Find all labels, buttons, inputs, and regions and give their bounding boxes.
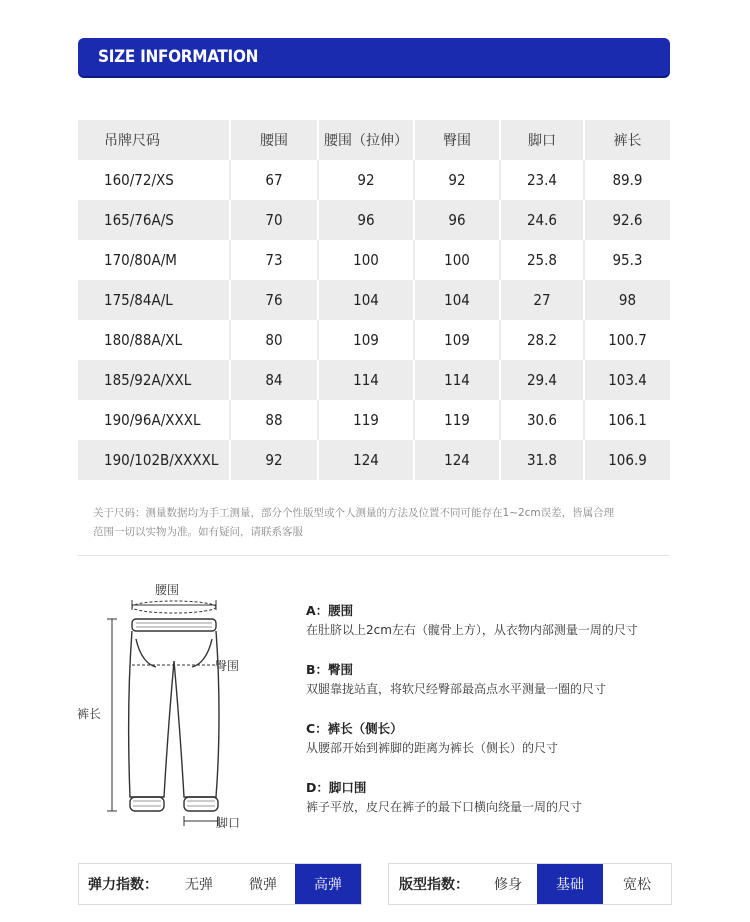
- cell-waist: 88: [230, 400, 318, 440]
- note-line-2: 范围一切以实物为准。如有疑问，请联系客服: [93, 526, 303, 538]
- header-cuff: 脚口: [500, 120, 584, 160]
- section-divider: [78, 555, 670, 556]
- cell-size: 180/88A/XL: [78, 320, 230, 360]
- cell-waist-stretched: 114: [318, 360, 414, 400]
- cell-cuff: 27: [500, 280, 584, 320]
- cell-size: 190/102B/XXXXL: [78, 440, 230, 480]
- header-waist: 腰围: [230, 120, 318, 160]
- legend-desc: 裤子平放，皮尺在裤子的最下口横向绕量一周的尺寸: [306, 800, 583, 814]
- cell-waist-stretched: 124: [318, 440, 414, 480]
- elasticity-option-none: 无弹: [185, 877, 213, 893]
- size-table: [78, 120, 670, 480]
- cell-waist-stretched: 92: [318, 160, 414, 200]
- table-row: [78, 240, 670, 280]
- cell-cuff: 29.4: [500, 360, 584, 400]
- header-tag-size: 吊牌尺码: [78, 120, 230, 160]
- banner-title: SIZE INFORMATION: [98, 47, 259, 67]
- legend-item-length: [306, 719, 686, 757]
- cell-waist-stretched: 96: [318, 200, 414, 240]
- cell-length: 100.7: [584, 320, 670, 360]
- header-waist-stretched: 腰围（拉伸）: [318, 120, 414, 160]
- cell-size: 165/76A/S: [78, 200, 230, 240]
- cell-length: 103.4: [584, 360, 670, 400]
- cell-length: 89.9: [584, 160, 670, 200]
- cell-waist: 67: [230, 160, 318, 200]
- cell-size: 190/96A/XXXL: [78, 400, 230, 440]
- cell-waist: 73: [230, 240, 318, 280]
- cell-waist-stretched: 119: [318, 400, 414, 440]
- elasticity-label: 弹力指数：: [88, 877, 158, 893]
- cell-hip: 124: [414, 440, 500, 480]
- cell-size: 170/80A/M: [78, 240, 230, 280]
- legend-item-hip: [306, 660, 686, 698]
- table-row: [78, 160, 670, 200]
- cell-cuff: 30.6: [500, 400, 584, 440]
- fit-option-slim: 修身: [494, 877, 522, 893]
- cell-waist-stretched: 100: [318, 240, 414, 280]
- cell-waist-stretched: 104: [318, 280, 414, 320]
- cell-cuff: 23.4: [500, 160, 584, 200]
- fit-option-loose: 宽松: [623, 877, 651, 893]
- elasticity-option-high: 高弹: [295, 864, 361, 904]
- legend-item-cuff: [306, 778, 686, 816]
- cell-length: 95.3: [584, 240, 670, 280]
- cell-waist: 80: [230, 320, 318, 360]
- cell-length: 92.6: [584, 200, 670, 240]
- elasticity-index: [78, 863, 362, 905]
- cell-hip: 104: [414, 280, 500, 320]
- cell-length: 98: [584, 280, 670, 320]
- note-line-1: 关于尺码：测量数据均为手工测量，部分个性版型或个人测量的方法及位置不同可能存在1~2cm误差，皆属合理: [93, 507, 615, 519]
- header-length: 裤长: [584, 120, 670, 160]
- legend-desc: 从腰部开始到裤脚的距离为裤长（侧长）的尺寸: [306, 741, 559, 755]
- diagram-waist-label: 腰围: [155, 583, 180, 597]
- measurement-guides-icon: [107, 600, 218, 826]
- cell-hip: 114: [414, 360, 500, 400]
- legend-title: B：臀围: [306, 662, 354, 677]
- diagram-cuff-label: 脚口: [216, 816, 241, 830]
- legend-title: D：脚口围: [306, 780, 367, 795]
- legend-title: A：腰围: [306, 603, 354, 618]
- table-row: [78, 400, 670, 440]
- diagram-hip-label: 臀围: [215, 659, 240, 673]
- cell-cuff: 24.6: [500, 200, 584, 240]
- cell-hip: 109: [414, 320, 500, 360]
- table-header-row: [78, 120, 670, 160]
- legend-item-waist: [306, 601, 686, 639]
- table-row: [78, 280, 670, 320]
- cell-waist: 70: [230, 200, 318, 240]
- fit-option-regular: 基础: [537, 864, 603, 904]
- cell-waist: 92: [230, 440, 318, 480]
- cell-length: 106.9: [584, 440, 670, 480]
- measurement-note: [93, 504, 673, 542]
- cell-cuff: 25.8: [500, 240, 584, 280]
- diagram-length-label: 裤长: [77, 707, 102, 721]
- cell-size: 185/92A/XXL: [78, 360, 230, 400]
- legend-desc: 双腿靠拢站直，将软尺经臀部最高点水平测量一圈的尺寸: [306, 682, 607, 696]
- table-row: [78, 360, 670, 400]
- cell-cuff: 31.8: [500, 440, 584, 480]
- fit-label: 版型指数：: [399, 877, 469, 893]
- cell-hip: 96: [414, 200, 500, 240]
- cell-hip: 119: [414, 400, 500, 440]
- elasticity-option-slight: 微弹: [249, 877, 277, 893]
- cell-waist-stretched: 109: [318, 320, 414, 360]
- cell-waist: 84: [230, 360, 318, 400]
- cell-size: 175/84A/L: [78, 280, 230, 320]
- header-hip: 臀围: [414, 120, 500, 160]
- legend-title: C：裤长（侧长）: [306, 721, 403, 736]
- table-row: [78, 200, 670, 240]
- table-row: [78, 440, 670, 480]
- table-row: [78, 320, 670, 360]
- measurement-legend: [306, 601, 686, 837]
- cell-cuff: 28.2: [500, 320, 584, 360]
- cell-hip: 100: [414, 240, 500, 280]
- size-information-banner: [78, 38, 670, 76]
- cell-hip: 92: [414, 160, 500, 200]
- fit-index: [388, 863, 672, 905]
- cell-waist: 76: [230, 280, 318, 320]
- cell-length: 106.1: [584, 400, 670, 440]
- legend-desc: 在肚脐以上2cm左右（髋骨上方），从衣物内部测量一周的尺寸: [306, 623, 638, 637]
- cell-size: 160/72/XS: [78, 160, 230, 200]
- pants-outline-icon: [129, 619, 219, 811]
